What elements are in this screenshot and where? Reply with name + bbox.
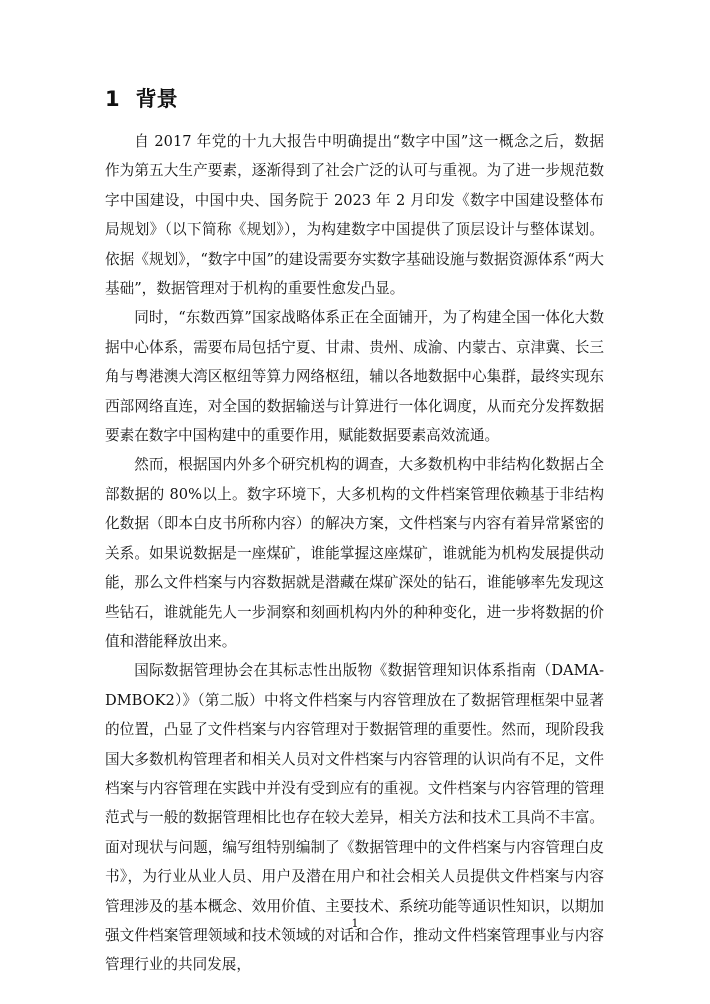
body-text (105, 127, 604, 980)
section-title: 背景 (135, 87, 178, 111)
section-heading (105, 84, 178, 114)
page-number: 1 (351, 917, 359, 930)
paragraph-4: 国际数据管理协会在其标志性出版物《数据管理知识体系指南（DAMA-DMBOK2）》（第二版）中将文件档案与内容管理放在了数据管理框架中显著的位置，凸显了文件档案与内容管理对于数据管理的重要性。然而，现阶段我国大多数机构管理者和相关人员对文件档案与内容管理的认识尚有不足，文件档案与内容管理在实践中并没有受到应有的重视。文件档案与内容管理的管理范式与一般的数据管理相比也存在较大差异，相关方法和技术工具尚不丰富。面对现状与问题，编写组特别编制了《数据管理中的文件档案与内容管理白皮书》，为行业从业人员、用户及潜在用户和社会相关人员提供文件档案与内容管理涉及的基本概念、效用价值、主要技术、系统功能等通识性知识，以期加强文件档案管理领域和技术领域的对话和合作，推动文件档案管理事业与内容管理行业的共同发展， (105, 662, 604, 974)
paragraph-1: 自 2017 年党的十九大报告中明确提出“数字中国”这一概念之后，数据作为第五大生产要素，逐渐得到了社会广泛的认可与重视。为了进一步规范数字中国建设，中国中央、国务院于 2023 年 2 月印发《数字中国建设整体布局规划》（以下简称《规划》），为构建数字中国提供了顶层设计与整体谋划。依据《规划》，“数字中国”的建设需要夯实数字基础设施与数据资源体系“两大基础”，数据管理对于机构的重要性愈发凸显。 (105, 133, 604, 298)
paragraph-3: 然而，根据国内外多个研究机构的调查，大多数机构中非结构化数据占全部数据的 80%以上。数字环境下，大多机构的文件档案管理依赖基于非结构化数据（即本白皮书所称内容）的解决方案，文件档案与内容有着异常紧密的关系。如果说数据是一座煤矿，谁能掌握这座煤矿，谁就能为机构发展提供动能，那么文件档案与内容数据就是潜藏在煤矿深处的钻石，谁能够率先发现这些钻石，谁就能先人一步洞察和刻画机构内外的种种变化，进一步将数据的价值和潜能释放出来。 (105, 456, 604, 650)
paragraph-2: 同时，“东数西算”国家战略体系正在全面铺开，为了构建全国一体化大数据中心体系，需要布局包括宁夏、甘肃、贵州、成渝、内蒙古、京津冀、长三角与粤港澳大湾区枢纽等算力网络枢纽，辅以各地数据中心集群，最终实现东西部网络直连，对全国的数据输送与计算进行一体化调度，从而充分发挥数据要素在数字中国构建中的重要作用，赋能数据要素高效流通。 (105, 309, 604, 445)
section-number: 1 (105, 87, 120, 111)
